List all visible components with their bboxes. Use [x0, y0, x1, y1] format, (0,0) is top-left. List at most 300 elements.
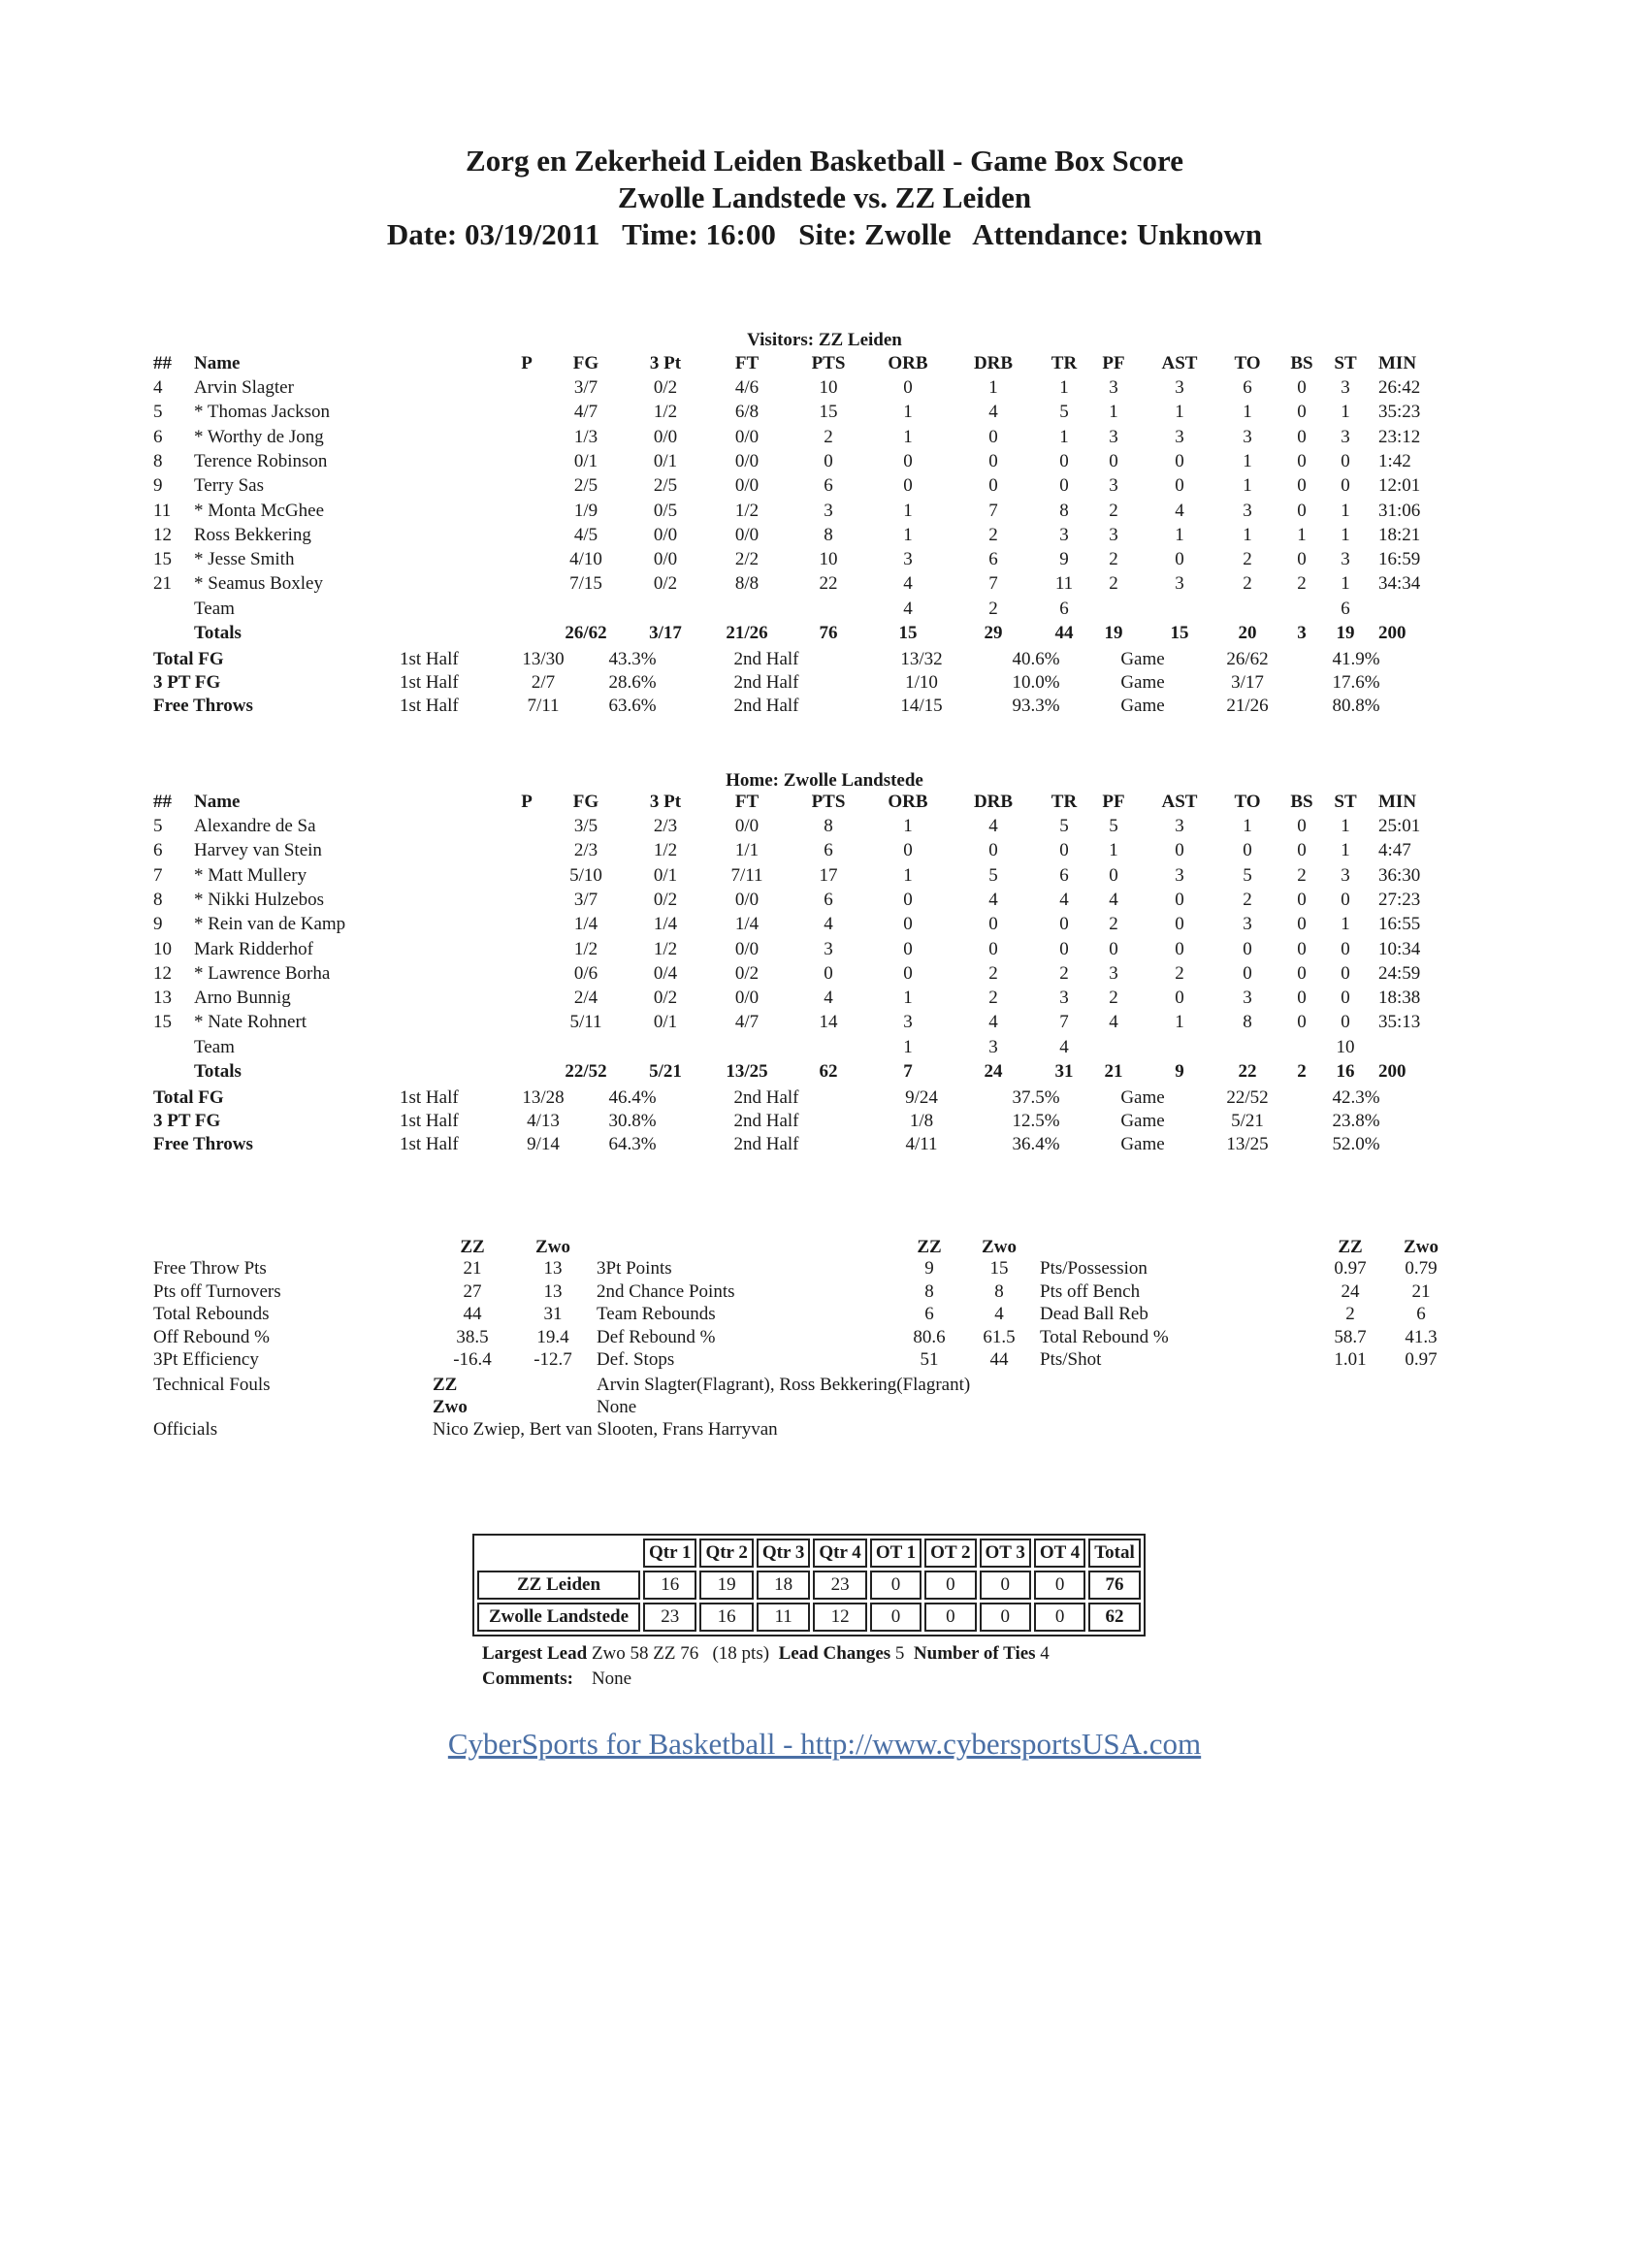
- stat-cell: 4: [1059, 889, 1069, 910]
- quarter-score-cell: 76: [1088, 1571, 1141, 1600]
- shooting-cell: 13/28: [522, 1087, 565, 1109]
- quarter-score-cell: 0: [980, 1571, 1031, 1600]
- team-stat-cell: 24: [1341, 1280, 1360, 1302]
- team-stats-column: ZZ: [1338, 1237, 1363, 1257]
- matchup-title: Zwolle Landstede vs. ZZ Leiden: [617, 180, 1032, 214]
- player-row: [0, 451, 1649, 475]
- shooting-cell: 46.4%: [608, 1087, 657, 1109]
- stat-cell: 1: [903, 1036, 913, 1057]
- stat-cell: 0/2: [653, 889, 678, 910]
- stat-cell: 1: [903, 816, 913, 836]
- stat-cell: 31: [1054, 1061, 1074, 1082]
- stat-cell: 0: [1297, 938, 1307, 959]
- quarter-header-cell: OT 3: [980, 1539, 1031, 1568]
- shooting-cell: 23.8%: [1332, 1111, 1380, 1132]
- shooting-row: [0, 649, 1649, 673]
- quarter-header-cell: Qtr 4: [813, 1539, 866, 1568]
- stat-cell: 0/0: [734, 475, 760, 497]
- stat-cell: 0: [1341, 1012, 1350, 1033]
- stat-cell: 0: [1175, 938, 1184, 959]
- stat-cell: 1/2: [653, 840, 678, 861]
- stat-cell: 2: [1109, 988, 1118, 1009]
- column-header: MIN: [1378, 792, 1417, 812]
- stat-cell: 10: [819, 549, 838, 570]
- player-row: [0, 377, 1649, 402]
- quarter-score-cell: 11: [757, 1603, 810, 1632]
- stat-cell: 1/9: [573, 500, 598, 521]
- stat-cell: 18:38: [1378, 988, 1421, 1009]
- stat-cell: 3: [1175, 816, 1184, 836]
- stat-cell: 4: [988, 402, 998, 423]
- player-name: * Seamus Boxley: [194, 573, 323, 595]
- quarter-team-row: [477, 1571, 1141, 1600]
- stat-cell: 1: [1109, 402, 1118, 423]
- stat-cell: 2: [1109, 573, 1118, 595]
- team-stats-column: Zwo: [982, 1237, 1017, 1257]
- team-stat-cell: Total Rebound %: [1040, 1326, 1169, 1347]
- stat-cell: 6: [1059, 598, 1069, 619]
- stat-cell: 0: [903, 889, 913, 910]
- player-name: * Jesse Smith: [194, 549, 295, 570]
- stat-cell: 0: [903, 962, 913, 984]
- stat-cell: 2: [1243, 573, 1252, 595]
- stat-cell: 1: [1109, 840, 1118, 861]
- team-stat-cell: Free Throw Pts: [153, 1258, 267, 1279]
- stat-cell: 1: [1059, 426, 1069, 447]
- team-row: [0, 599, 1649, 623]
- shooting-label: Total FG: [153, 649, 224, 670]
- stat-cell: 0: [903, 914, 913, 935]
- stat-cell: 4: [1109, 1012, 1118, 1033]
- stat-cell: 0: [1059, 475, 1069, 497]
- stat-cell: 3: [1243, 500, 1252, 521]
- player-name: * Lawrence Borha: [194, 962, 331, 984]
- team-stat-cell: Pts off Turnovers: [153, 1280, 281, 1302]
- stat-cell: 0/0: [653, 549, 678, 570]
- stat-cell: 24: [984, 1061, 1003, 1082]
- stat-cell: 1: [903, 864, 913, 886]
- player-name: * Worthy de Jong: [194, 426, 324, 447]
- stat-cell: 0: [903, 377, 913, 398]
- shooting-cell: 13/32: [900, 649, 943, 670]
- stat-cell: 0/6: [573, 962, 598, 984]
- lead-changes-label: Lead Changes: [778, 1643, 891, 1664]
- quarter-score-cell: 0: [924, 1571, 976, 1600]
- shooting-cell: 12.5%: [1012, 1111, 1060, 1132]
- stat-cell: 11: [153, 500, 172, 521]
- stat-cell: 1: [1341, 914, 1350, 935]
- largest-lead-label: Largest Lead: [482, 1643, 588, 1664]
- stat-cell: 0/0: [734, 889, 760, 910]
- shooting-cell: 9/14: [527, 1134, 560, 1155]
- shooting-label: 3 PT FG: [153, 672, 221, 694]
- team-stat-cell: Pts/Possession: [1040, 1258, 1148, 1279]
- stat-cell: 8: [1059, 500, 1069, 521]
- stat-cell: 0: [1341, 938, 1350, 959]
- stat-cell: 0: [1175, 549, 1184, 570]
- shooting-row: [0, 1087, 1649, 1112]
- team-stat-cell: Def Rebound %: [597, 1326, 716, 1347]
- stat-cell: 27:23: [1378, 889, 1421, 910]
- stat-cell: 0/0: [734, 450, 760, 471]
- column-header: TR: [1051, 792, 1078, 812]
- stat-cell: 8: [153, 450, 163, 471]
- stat-cell: 1/2: [573, 938, 598, 959]
- stat-cell: 1: [903, 524, 913, 545]
- quarter-score-cell: 23: [813, 1571, 866, 1600]
- stat-cell: 26:42: [1378, 377, 1421, 398]
- shooting-cell: Game: [1120, 696, 1165, 717]
- stat-cell: 3/7: [573, 377, 598, 398]
- team-stat-cell: 61.5: [983, 1326, 1016, 1347]
- team-stat-cell: 13: [543, 1258, 563, 1279]
- stat-cell: 31:06: [1378, 500, 1421, 521]
- stat-cell: 1: [988, 377, 998, 398]
- stat-cell: 6: [824, 840, 833, 861]
- stat-cell: 5/11: [569, 1012, 602, 1033]
- shooting-cell: 2/7: [531, 672, 556, 694]
- shooting-cell: 43.3%: [608, 649, 657, 670]
- player-row: [0, 865, 1649, 890]
- column-header: P: [521, 353, 533, 373]
- shooting-cell: 28.6%: [608, 672, 657, 694]
- stat-cell: 44: [1054, 623, 1074, 643]
- stat-cell: 0: [1109, 864, 1118, 886]
- stat-cell: 4: [903, 598, 913, 619]
- shooting-cell: 2nd Half: [733, 696, 799, 717]
- stat-cell: 0: [1297, 549, 1307, 570]
- quarter-score-cell: 16: [643, 1571, 696, 1600]
- stat-cell: 0/1: [653, 450, 678, 471]
- shooting-cell: 13/30: [522, 649, 565, 670]
- stat-cell: 5/10: [569, 864, 602, 886]
- stat-cell: 3: [1109, 475, 1118, 497]
- shooting-cell: 10.0%: [1012, 672, 1060, 694]
- team-stat-cell: 51: [920, 1349, 939, 1370]
- team-stat-cell: 0.97: [1405, 1349, 1438, 1370]
- largest-lead-line: [482, 1643, 1050, 1665]
- stat-cell: 0/1: [573, 450, 598, 471]
- team-stats-row: [0, 1258, 1649, 1282]
- stat-cell: 0: [903, 938, 913, 959]
- stat-cell: 29: [984, 623, 1003, 643]
- stat-cell: 0: [1109, 938, 1118, 959]
- shooting-cell: Game: [1120, 1111, 1165, 1132]
- team-stat-cell: 4: [994, 1304, 1004, 1324]
- shooting-row: [0, 1111, 1649, 1135]
- team-stat-cell: 6: [1416, 1304, 1426, 1324]
- stat-cell: 6: [1243, 377, 1252, 398]
- shooting-cell: 30.8%: [608, 1111, 657, 1132]
- player-name: Ross Bekkering: [194, 524, 311, 545]
- shooting-cell: 5/21: [1231, 1111, 1264, 1132]
- quarter-header-cell: OT 2: [924, 1539, 976, 1568]
- stat-cell: 2/4: [573, 988, 598, 1009]
- column-header: 3 Pt: [649, 353, 682, 373]
- column-header: BS: [1290, 353, 1313, 373]
- column-header: AST: [1161, 792, 1198, 812]
- team-stat-cell: 58.7: [1334, 1326, 1367, 1347]
- stat-cell: 3: [824, 500, 833, 521]
- quarter-header-cell: Total: [1088, 1539, 1141, 1568]
- quarter-header-cell: Qtr 2: [699, 1539, 753, 1568]
- team-stat-cell: Def. Stops: [597, 1349, 675, 1370]
- stat-cell: 0: [1059, 450, 1069, 471]
- column-header: PTS: [811, 353, 846, 373]
- stat-cell: 12: [153, 524, 172, 545]
- stat-cell: 26/62: [565, 623, 607, 643]
- stat-cell: 4: [1059, 1036, 1069, 1057]
- quarter-header-row: [477, 1539, 1141, 1568]
- stat-cell: 3: [1059, 524, 1069, 545]
- stat-cell: 4/10: [569, 549, 602, 570]
- team-stat-cell: 2nd Chance Points: [597, 1280, 735, 1302]
- stat-cell: 0: [988, 914, 998, 935]
- shooting-row: [0, 672, 1649, 697]
- stat-cell: 4: [153, 377, 163, 398]
- stat-cell: 1: [1341, 573, 1350, 595]
- stat-cell: 0: [1341, 988, 1350, 1009]
- stat-cell: 3: [1059, 988, 1069, 1009]
- stat-cell: 18:21: [1378, 524, 1421, 545]
- stat-cell: 0: [1297, 450, 1307, 471]
- lead-changes-value: 5: [894, 1643, 905, 1664]
- stat-cell: 3: [1109, 426, 1118, 447]
- stat-cell: 19: [1104, 623, 1123, 643]
- team-stats-column: ZZ: [460, 1237, 485, 1257]
- team-row: [0, 1037, 1649, 1061]
- stat-cell: 4: [988, 889, 998, 910]
- team-stat-cell: 8: [994, 1280, 1004, 1302]
- quarter-score-cell: 19: [699, 1571, 753, 1600]
- column-header: DRB: [973, 792, 1014, 812]
- stat-cell: 7: [988, 573, 998, 595]
- shooting-cell: 26/62: [1226, 649, 1269, 670]
- team-stats-column: ZZ: [917, 1237, 942, 1257]
- stat-cell: 1: [1341, 402, 1350, 423]
- team-stat-cell: Pts off Bench: [1040, 1280, 1141, 1302]
- stat-cell: 5/21: [649, 1061, 682, 1082]
- stat-cell: 4/7: [573, 402, 598, 423]
- stat-cell: 0: [1243, 840, 1252, 861]
- team-stat-cell: 15: [989, 1258, 1009, 1279]
- stat-cell: 4: [988, 1012, 998, 1033]
- quarter-score-cell: 18: [757, 1571, 810, 1600]
- stat-cell: 0: [1109, 450, 1118, 471]
- column-header: PF: [1102, 792, 1125, 812]
- stat-cell: 0: [1059, 840, 1069, 861]
- stat-cell: 6: [824, 889, 833, 910]
- team-stats-column: Zwo: [1404, 1237, 1439, 1257]
- column-header: ##: [153, 353, 172, 373]
- stat-cell: 2/3: [653, 816, 678, 836]
- stat-cell: 0: [1059, 938, 1069, 959]
- stat-cell: 5: [988, 864, 998, 886]
- team-stats-column: Zwo: [535, 1237, 570, 1257]
- shooting-cell: 21/26: [1226, 696, 1269, 717]
- stat-cell: 24:59: [1378, 962, 1421, 984]
- comments-line: [482, 1669, 631, 1690]
- stat-cell: 10:34: [1378, 938, 1421, 959]
- column-header: FG: [572, 353, 599, 373]
- stat-cell: 0: [988, 475, 998, 497]
- stat-cell: 1: [1243, 816, 1252, 836]
- stat-cell: 1: [1243, 524, 1252, 545]
- stat-cell: 1: [1243, 450, 1252, 471]
- column-header: Name: [194, 792, 241, 812]
- stat-cell: 2: [1297, 864, 1307, 886]
- stat-cell: 2: [1109, 549, 1118, 570]
- stat-cell: 3/7: [573, 889, 598, 910]
- stat-cell: 8: [824, 816, 833, 836]
- quarter-header-cell: Qtr 1: [643, 1539, 696, 1568]
- stat-cell: 0: [1297, 377, 1307, 398]
- ties-value: 4: [1040, 1643, 1050, 1664]
- column-header: ORB: [888, 792, 928, 812]
- shooting-cell: 1st Half: [400, 1134, 459, 1155]
- column-header: ##: [153, 792, 172, 812]
- stat-cell: 21/26: [726, 623, 768, 643]
- stat-cell: 12: [153, 962, 172, 984]
- home-title: Home: Zwolle Landstede: [726, 770, 923, 791]
- stat-cell: 1/3: [573, 426, 598, 447]
- player-row: [0, 914, 1649, 938]
- stat-cell: 1: [903, 500, 913, 521]
- team-stat-cell: 41.3: [1405, 1326, 1438, 1347]
- player-name: Team: [194, 598, 235, 619]
- stat-cell: 0/0: [734, 426, 760, 447]
- shooting-cell: 1st Half: [400, 649, 459, 670]
- stat-cell: 6: [988, 549, 998, 570]
- shooting-cell: 4/11: [905, 1134, 938, 1155]
- column-header: PTS: [811, 792, 846, 812]
- totals-row: [0, 623, 1649, 647]
- officials-names: Nico Zwiep, Bert van Slooten, Frans Harryvan: [433, 1418, 778, 1440]
- team-stat-cell: 3Pt Points: [597, 1258, 672, 1279]
- stat-cell: 3: [1109, 962, 1118, 984]
- player-name: * Nikki Hulzebos: [194, 889, 325, 910]
- stat-cell: 3: [1109, 524, 1118, 545]
- shooting-cell: 2nd Half: [733, 1134, 799, 1155]
- player-row: [0, 840, 1649, 864]
- stat-cell: 7/11: [730, 864, 763, 886]
- player-name: Harvey van Stein: [194, 840, 322, 861]
- stat-cell: 3/5: [573, 816, 598, 836]
- stat-cell: 2/5: [573, 475, 598, 497]
- player-name: * Nate Rohnert: [194, 1012, 307, 1033]
- stat-cell: 3: [1175, 426, 1184, 447]
- stat-cell: 36:30: [1378, 864, 1421, 886]
- stat-cell: 1: [1243, 475, 1252, 497]
- stat-cell: 9: [153, 475, 163, 497]
- comments-value: None: [591, 1669, 632, 1689]
- stat-cell: 0: [1243, 962, 1252, 984]
- team-stat-cell: 27: [463, 1280, 482, 1302]
- stat-cell: 9: [1175, 1061, 1184, 1082]
- team-stat-cell: 1.01: [1334, 1349, 1367, 1370]
- stat-cell: 0: [1175, 889, 1184, 910]
- stat-cell: 0/4: [653, 962, 678, 984]
- quarter-team-row: [477, 1603, 1141, 1632]
- stat-cell: 7: [153, 864, 163, 886]
- stat-cell: 15: [898, 623, 918, 643]
- stat-cell: 4: [824, 988, 833, 1009]
- stat-cell: 0: [1297, 1012, 1307, 1033]
- team-stat-cell: 3Pt Efficiency: [153, 1349, 259, 1370]
- stat-cell: 6/8: [734, 402, 760, 423]
- team-stat-cell: 31: [543, 1304, 563, 1324]
- stat-cell: 0: [1175, 840, 1184, 861]
- stat-cell: 5: [153, 402, 163, 423]
- stat-cell: 7/15: [569, 573, 602, 595]
- stat-cell: 5: [1109, 816, 1118, 836]
- stat-cell: 2: [988, 598, 998, 619]
- stat-cell: 5: [153, 816, 163, 836]
- stat-cell: 0: [1297, 988, 1307, 1009]
- stat-cell: 7: [903, 1061, 913, 1082]
- stat-cell: 9: [1059, 549, 1069, 570]
- stat-cell: 0/0: [653, 426, 678, 447]
- shooting-label: 3 PT FG: [153, 1111, 221, 1132]
- team-stat-cell: 0.79: [1405, 1258, 1438, 1279]
- stat-cell: 7: [1059, 1012, 1069, 1033]
- stat-cell: 1/2: [734, 500, 760, 521]
- team-stats-row: [0, 1304, 1649, 1328]
- stat-cell: 1/4: [653, 914, 678, 935]
- stat-cell: 0/1: [653, 864, 678, 886]
- stat-cell: 7: [988, 500, 998, 521]
- team-stat-cell: 0.97: [1334, 1258, 1367, 1279]
- stat-cell: 15: [153, 549, 172, 570]
- page-title: Zorg en Zekerheid Leiden Basketball - Game Box Score: [466, 144, 1183, 178]
- shooting-cell: 2nd Half: [733, 649, 799, 670]
- shooting-cell: Game: [1120, 649, 1165, 670]
- shooting-cell: 17.6%: [1332, 672, 1380, 694]
- quarter-header-cell: Qtr 3: [757, 1539, 810, 1568]
- quarter-score-cell: 62: [1088, 1603, 1141, 1632]
- column-header: TR: [1051, 353, 1078, 373]
- visitors-title: Visitors: ZZ Leiden: [747, 330, 902, 350]
- stat-cell: 20: [1238, 623, 1257, 643]
- player-row: [0, 988, 1649, 1012]
- largest-lead-value: Zwo 58 ZZ 76 (18 pts): [591, 1643, 770, 1664]
- stat-cell: 1: [1341, 840, 1350, 861]
- shooting-cell: 80.8%: [1332, 696, 1380, 717]
- team-stat-cell: 38.5: [456, 1326, 489, 1347]
- stat-cell: 1: [1175, 524, 1184, 545]
- stat-cell: 62: [819, 1061, 838, 1082]
- stat-cell: 0: [1297, 426, 1307, 447]
- team-stats-row: [0, 1349, 1649, 1374]
- stat-cell: 3: [1243, 988, 1252, 1009]
- stat-cell: 1: [1341, 500, 1350, 521]
- stat-cell: 4: [903, 573, 913, 595]
- shooting-label: Free Throws: [153, 1134, 253, 1155]
- stat-cell: 0: [1297, 889, 1307, 910]
- cybersports-link[interactable]: CyberSports for Basketball - http://www.cybersportsUSA.com: [447, 1727, 1202, 1761]
- stat-cell: 10: [153, 938, 172, 959]
- shooting-cell: 2nd Half: [733, 1111, 799, 1132]
- technical-fouls-zwo-row: [0, 1397, 1649, 1421]
- player-row: [0, 963, 1649, 988]
- stat-cell: 0/0: [734, 988, 760, 1009]
- quarter-header-cell: OT 4: [1034, 1539, 1085, 1568]
- stat-cell: 6: [824, 475, 833, 497]
- shooting-cell: Game: [1120, 672, 1165, 694]
- stat-cell: 3: [1341, 864, 1350, 886]
- stat-cell: 3: [1243, 914, 1252, 935]
- stat-cell: 0: [1243, 938, 1252, 959]
